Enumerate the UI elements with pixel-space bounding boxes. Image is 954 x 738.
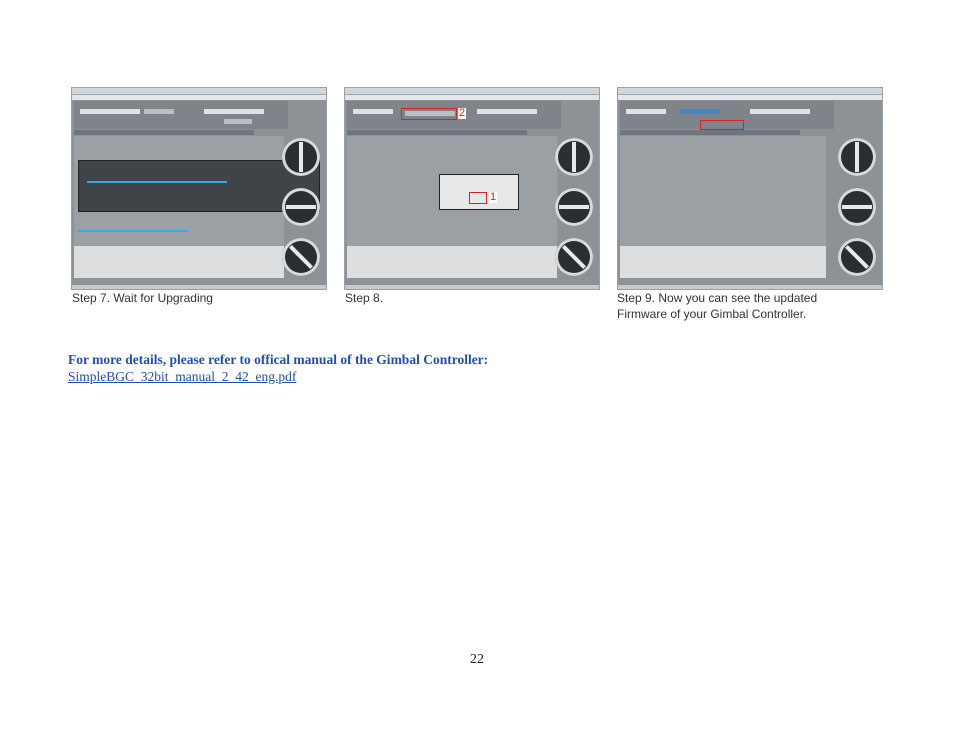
details-note: For more details, please refer to offical manual of the Gimbal Controller:	[68, 352, 489, 367]
step9-caption: Step 9. Now you can see the updated Firmware of your Gimbal Controller.	[617, 291, 818, 321]
marker-1: 1	[490, 191, 497, 203]
gauge-dial	[282, 188, 320, 226]
step7-screenshot	[72, 88, 326, 289]
firmware-highlight	[700, 120, 744, 130]
page-number: 22	[470, 652, 484, 667]
step8-caption: Step 8.	[345, 291, 384, 305]
gauge-dial	[555, 188, 593, 226]
step8-screenshot	[345, 88, 599, 289]
step7-caption: Step 7. Wait for Upgrading	[72, 291, 213, 305]
gauge-dial	[282, 138, 320, 176]
marker-2: 2	[459, 107, 466, 119]
step9-screenshot	[618, 88, 882, 289]
gauge-dial	[838, 238, 876, 276]
manual-link[interactable]: SimpleBGC_32bit_manual_2_42_eng.pdf	[68, 369, 297, 384]
gauge-dial	[555, 238, 593, 276]
gauge-dial	[282, 238, 320, 276]
gauge-dial	[555, 138, 593, 176]
ok-highlight	[469, 192, 487, 204]
gauge-dial	[838, 138, 876, 176]
gauge-dial	[838, 188, 876, 226]
connect-highlight	[401, 108, 457, 120]
